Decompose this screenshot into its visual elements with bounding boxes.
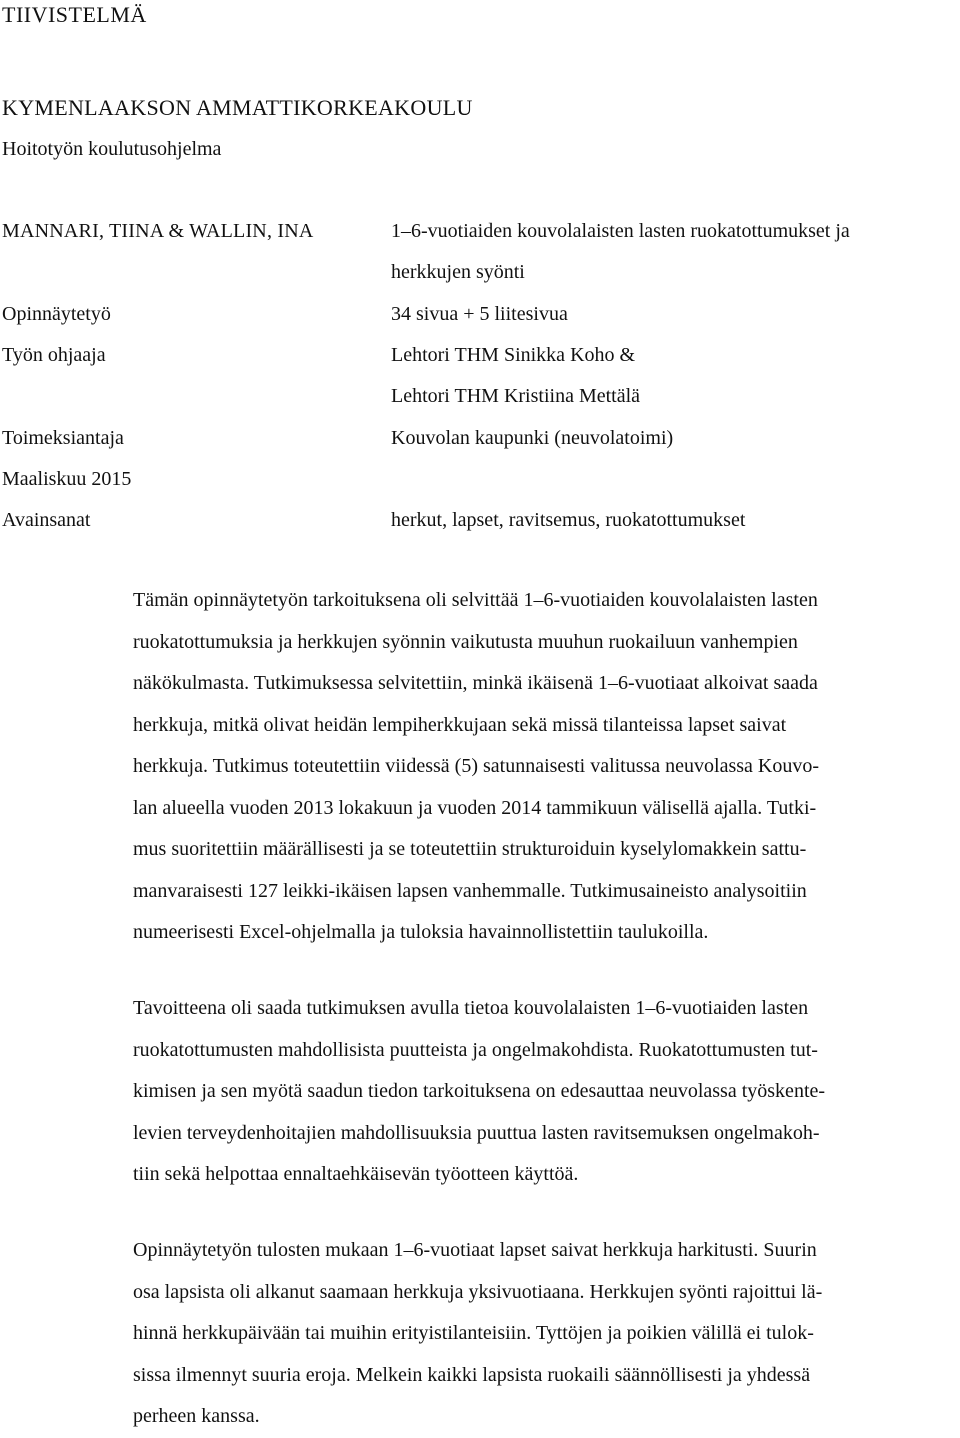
text-line: näkökulmasta. Tutkimuksessa selvitettiin, minkä ikäisenä 1–6-vuotiaat alkoivat saada [133,672,818,694]
commissioner-value: Kouvolan kaupunki (neuvolatoimi) [391,427,674,449]
thesis-title-line-2: herkkujen syönti [391,261,525,283]
text-line: mus suoritettiin määrällisesti ja se toteutettiin strukturoiduin kyselylomakkein sattu- [133,838,807,860]
commissioner-label: Toimeksiantaja [2,427,124,449]
text-line: manvaraisesti 127 leikki-ikäisen lapsen vanhemmalle. Tutkimusaineisto analysoitiin [133,879,807,902]
supervisor-line-2: Lehtori THM Kristiina Mettälä [391,385,641,407]
text-line: hinnä herkkupäivään tai muihin erityistilanteisiin. Tyttöjen ja poikien välillä ei tulok- [133,1322,814,1344]
text-line: numeerisesti Excel-ohjelmalla ja tuloksia havainnollistettiin taulukoilla. [133,921,709,943]
abstract-paragraph-2 [133,988,955,1196]
text-line: Opinnäytetyön tulosten mukaan 1–6-vuotiaat lapset saivat herkkuja harkitusti. Suurin [133,1239,817,1261]
text-line: osa lapsista oli alkanut saamaan herkkuja yksivuotiaana. Herkkujen syönti rajoittui lä- [133,1280,823,1303]
text-line: herkkuja. Tutkimus toteutettiin viidessä (5) satunnaisesti valitussa neuvolassa Kouvo- [133,755,820,777]
text-line: lan alueella vuoden 2013 lokakuun ja vuoden 2014 tammikuun välisellä ajalla. Tutki- [133,796,817,819]
keywords-label: Avainsanat [2,509,91,531]
text-line: tiin sekä helpottaa ennaltaehkäisevän työotteen käyttöä. [133,1163,579,1185]
text-line: levien terveydenhoitajien mahdollisuuksia puuttua lasten ravitsemuksen ongelmakoh- [133,1121,820,1144]
school-name: KYMENLAAKSON AMMATTIKORKEAKOULU [2,95,473,120]
program-name: Hoitotyön koulutusohjelma [2,138,222,160]
type-label: Opinnäytetyö [2,303,111,325]
thesis-title-line-1: 1–6-vuotiaiden kouvolalaisten lasten ruokatottumukset ja [391,220,850,242]
abstract-paragraph-1 [133,580,955,954]
date: Maaliskuu 2015 [2,468,132,490]
text-line: herkkuja, mitkä olivat heidän lempiherkkujaan sekä missä tilanteissa lapset saivat [133,713,787,736]
text-line: Tämän opinnäytetyön tarkoituksena oli selvittää 1–6-vuotiaiden kouvolalaisten lasten [133,589,818,611]
supervisor-line-1: Lehtori THM Sinikka Koho & [391,344,636,366]
abstract-paragraph-3 [133,1230,955,1438]
text-line: perheen kanssa. [133,1405,260,1427]
text-line: ruokatottumusten mahdollisista puutteista ja ongelmakohdista. Ruokatottumusten tut- [133,1038,818,1061]
text-line: Tavoitteena oli saada tutkimuksen avulla tietoa kouvolalaisten 1–6-vuotiaiden lasten [133,997,809,1019]
abstract-heading: TIIVISTELMÄ [2,2,147,27]
text-line: ruokatottumuksia ja herkkujen syönnin vaikutusta muuhun ruokailuun vanhempien [133,630,798,653]
supervisor-label: Työn ohjaaja [2,344,106,366]
page-count: 34 sivua + 5 liitesivua [391,303,568,325]
text-line: kimisen ja sen myötä saadun tiedon tarkoituksena on edesauttaa neuvolassa työskente- [133,1080,826,1102]
authors: MANNARI, TIINA & WALLIN, INA [2,220,314,242]
text-line: sissa ilmennyt suuria eroja. Melkein kaikki lapsista ruokaili säännöllisesti ja yhdessä [133,1363,811,1386]
keywords-value: herkut, lapset, ravitsemus, ruokatottumukset [391,509,746,531]
